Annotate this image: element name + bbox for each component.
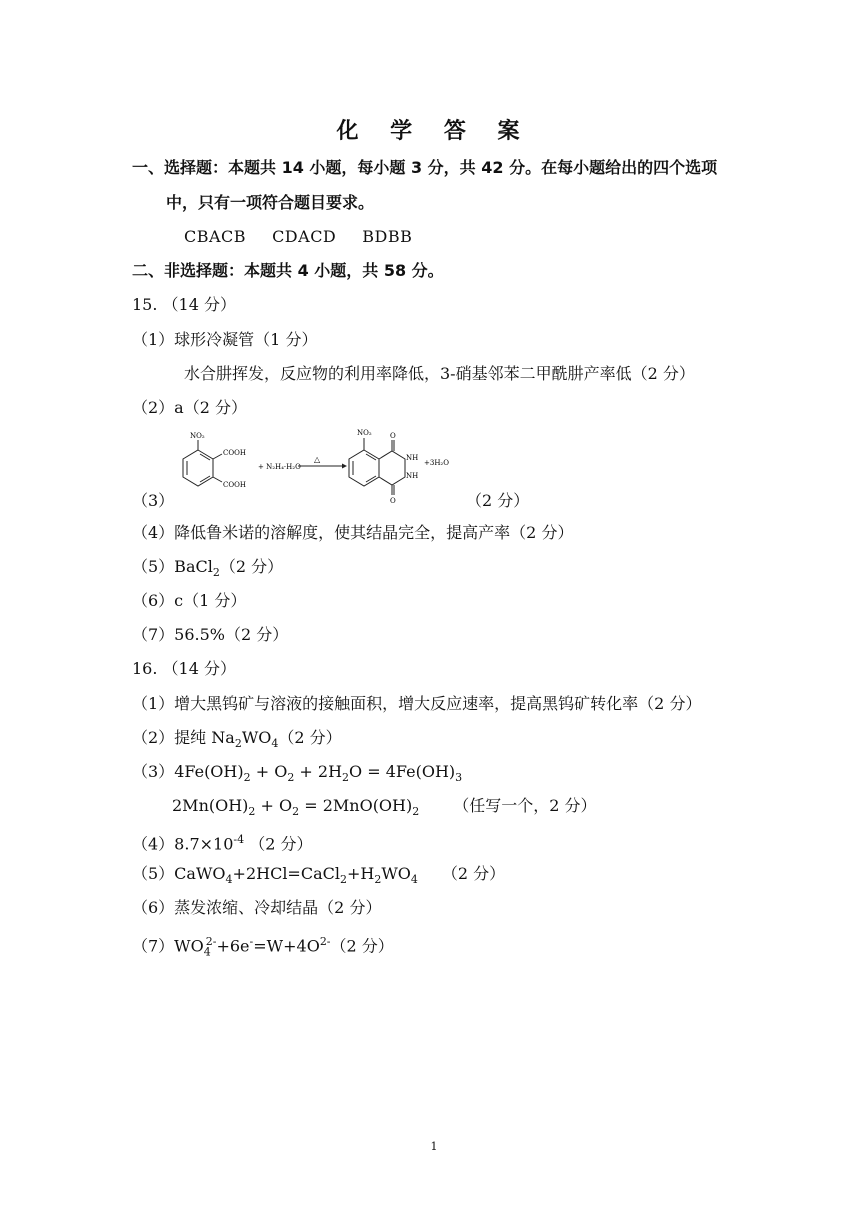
cooh-bottom-label: COOH [223,481,246,489]
q15-part2: （2）a（2 分） [132,398,247,417]
q15-part1b: 水合肼挥发，反应物的利用率降低，3-硝基邻苯二甲酰肼产率低（2 分） [184,364,695,383]
reaction-arrow [298,464,347,469]
hydrazide-ring [379,440,405,495]
q16-part3-eq2: $2Mn(OH)_2 + O_2 = 2MnO(OH)_2$ （任写一个，2 分） [172,796,597,819]
answer-group-3: BDBB [362,227,413,246]
q16-part2: （2）提纯 $Na_2WO_4(2$ 分） [132,728,342,751]
benzene-ring-right [349,438,379,486]
q16-part7: $(7)WO_4^{2-}+6e^-=W+4O^{2-}(2$ 分） [132,935,394,959]
carbonyl-o-top: O [390,432,396,440]
cooh-top-label: COOH [223,449,246,457]
choice-answers [184,227,438,247]
nh-bottom-label: NH [406,472,419,480]
page-number: 1 [430,1140,438,1153]
page-title: 化 学 答 案 [336,119,532,144]
q16-header: 16. （14 分） [132,659,236,678]
q16-part5: $(5)CaWO_4+2HCl=CaCl_2+H_2WO_4$ （2 分） [132,864,506,887]
section1-heading-cont: 中，只有一项符合题目要求。 [166,193,375,212]
answer-group-1: CBACB [184,227,247,246]
q16-part3-eq1: $(3)4Fe(OH)_2 + O_2 + 2H_2O = 4Fe(OH)_3$ [132,762,463,785]
q16-part4: $(4)8.7\times 10^{-4}$ （2 分） [132,833,313,854]
byproduct-label: +3H₂O [424,459,449,467]
carbonyl-o-bottom: O [390,497,396,505]
nh-top-label: NH [406,454,419,462]
q15-header: 15. （14 分） [132,295,236,314]
q15-part3-label: （3） [132,491,175,510]
section1-heading: 一、选择题：本题共 14 小题，每小题 3 分，共 42 分。在每小题给出的四个选项 [132,158,718,177]
no2-label-left: NO₂ [190,432,205,440]
answer-group-2: CDACD [272,227,337,246]
q15-part6: （6）c（1 分） [132,591,247,610]
reaction-scheme [170,420,470,510]
heat-symbol: △ [314,455,321,464]
q15-part5: （5）BaCl$_2$（2 分） [132,557,284,580]
q15-part1: （1）球形冷凝管（1 分） [132,330,318,349]
q15-part3-score: （2 分） [466,491,530,510]
q15-part4: （4）降低鲁米诺的溶解度，使其结晶完全，提高产率（2 分） [132,523,574,542]
benzene-ring-left [183,440,222,486]
no2-label-right: NO₂ [357,429,372,437]
q16-part1: （1）增大黑钨矿与溶液的接触面积，增大反应速率，提高黑钨矿转化率（2 分） [132,694,702,713]
q16-part6: （6）蒸发浓缩、冷却结晶（2 分） [132,898,382,917]
q15-part7: （7）56.5%（2 分） [132,625,289,644]
section2-heading: 二、非选择题：本题共 4 小题，共 58 分。 [132,261,444,280]
reagent-label: + N₂H₄·H₂O [258,463,301,471]
